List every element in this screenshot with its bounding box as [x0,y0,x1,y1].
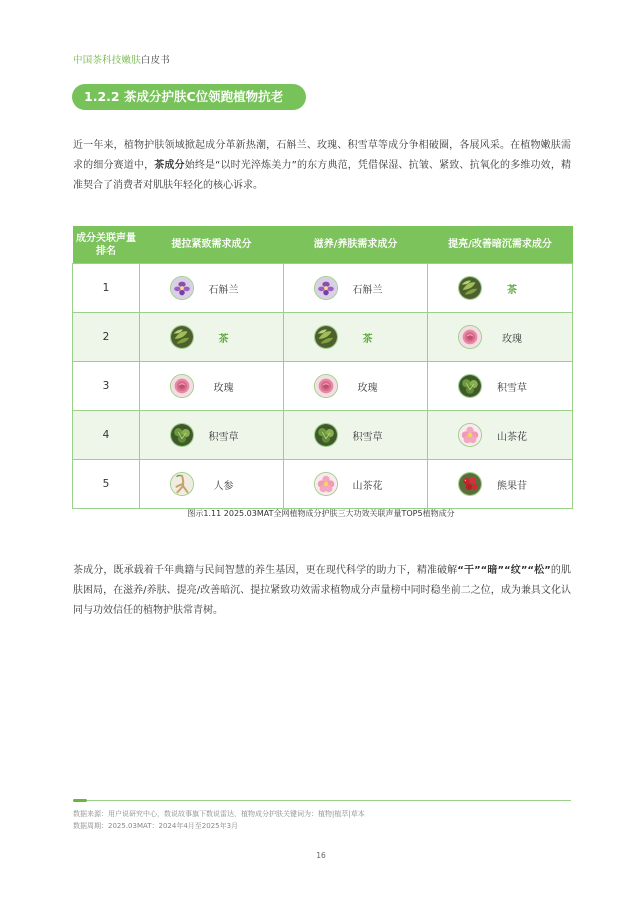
ingredient-entry [285,325,426,349]
ingredient-cell [428,264,573,313]
dendrobium-icon [170,276,194,300]
tea-leaf-icon [170,325,194,349]
ingredient-entry [429,276,571,300]
ingredient-cell [428,313,573,362]
bearberry-icon [458,472,482,496]
ingredient-cell [140,411,284,460]
ingredient-entry [141,472,282,496]
ingredient-entry [141,423,282,447]
camellia-icon [458,423,482,447]
ingredient-cell [140,264,284,313]
footer-divider [73,800,571,801]
ingredient-entry [285,423,426,447]
header-col2: 滋养/养肤需求成分 [284,226,428,264]
ingredient-entry [285,374,426,398]
closing-text-1: 茶成分，既承载着千年典籍与民间智慧的养生基因，更在现代科学的助力下，精准破解 [73,565,458,576]
camellia-icon [314,472,338,496]
closing-paragraph [73,561,571,621]
footer-line-source: 数据来源：用户说研究中心，数说故事旗下数说雷达，植物成分护肤关键词为：植物|植萃|草本 [73,810,365,818]
ingredient-entry [141,374,282,398]
rank-cell: 4 [73,411,140,460]
dendrobium-icon [314,276,338,300]
ingredient-cell [428,460,573,509]
ingredient-cell [284,411,428,460]
rank-cell: 2 [73,313,140,362]
section-title: 1.2.2 茶成分护肤C位领跑植物抗老 [72,84,306,110]
ingredient-entry [429,374,571,398]
ingredient-name: 石斛兰 [208,284,239,296]
tea-leaf-icon [458,276,482,300]
ingredient-cell [284,313,428,362]
table-row [73,264,573,313]
ingredient-entry [429,423,571,447]
document-header [73,52,170,66]
header-rank: 成分关联声量排名 [73,226,140,264]
ingredient-name: 玫瑰 [357,382,378,394]
footer-divider-accent [73,799,87,802]
table-body [73,264,573,509]
rose-icon [314,374,338,398]
ingredient-entry [429,472,571,496]
ingredient-entry [285,276,426,300]
table-row [73,313,573,362]
ingredient-name: 人参 [213,480,234,492]
intro-paragraph [73,136,571,196]
ingredient-name: 积雪草 [497,382,527,394]
header-col3: 提亮/改善暗沉需求成分 [428,226,573,264]
page-number: 16 [316,851,326,860]
ingredient-name: 山茶花 [352,480,383,492]
table-row [73,411,573,460]
ingredient-cell [284,460,428,509]
ingredient-cell [140,460,284,509]
ingredient-name: 熊果苷 [497,480,527,492]
figure-caption: 图示1.11 2025.03MAT全网植物成分护肤三大功效关联声量TOP5植物成分 [187,509,455,518]
ingredient-entry [285,472,426,496]
intro-text-2: 始终是“以时光淬炼美力”的东方典范，凭借保湿、抗皱、紧致、抗氧化的多维功效，精准契合了消费者对肌肤年轻化的核心诉求。 [73,160,571,191]
ingredient-cell [428,411,573,460]
ingredient-name: 积雪草 [352,431,383,443]
rose-icon [458,325,482,349]
ingredient-name: 积雪草 [208,431,239,443]
footer-source [73,808,365,832]
ingredient-name: 玫瑰 [213,382,234,394]
intro-bold: 茶成分 [154,160,185,171]
ingredient-name: 茶 [362,333,373,345]
ingredient-name: 茶 [218,333,229,345]
ingredient-cell [140,313,284,362]
centella-icon [314,423,338,447]
ingredient-cell [284,362,428,411]
ingredient-name: 山茶花 [497,431,527,443]
intro-text-1: 近一年来，植物护肤领域掀起成分革新热潮，石斛兰、玫瑰、积雪草等成分争相破圈，各展风采。在植物嫩肤需求的细分赛道中， [73,140,571,171]
header-accent: 中国茶科技嫩肤 [73,55,141,66]
ingredient-entry [141,325,282,349]
ingredient-cell [428,362,573,411]
table-header-row [73,226,573,264]
table-row [73,460,573,509]
ingredient-entry [141,276,282,300]
ingredient-entry [429,325,571,349]
footer-line-period: 数据周期：2025.03MAT：2024年4月至2025年3月 [73,822,239,830]
ingredient-name: 茶 [507,284,517,296]
rank-cell: 3 [73,362,140,411]
tea-leaf-icon [314,325,338,349]
closing-text-2: 的肌肤困局，在滋养/养肤、提亮/改善暗沉、提拉紧致功效需求植物成分声量榜中同时稳坐前二之位，成为兼具文化认同与功效信任的植物护肤常青树。 [73,565,572,616]
ingredient-ranking-table [72,226,573,509]
centella-icon [458,374,482,398]
ginseng-icon [170,472,194,496]
closing-bold: “干”“暗”“纹”“松” [457,565,551,576]
header-col1: 提拉紧致需求成分 [140,226,284,264]
header-plain: 白皮书 [140,55,171,66]
table-row [73,362,573,411]
ingredient-cell [284,264,428,313]
rose-icon [170,374,194,398]
rank-cell: 5 [73,460,140,509]
centella-icon [170,423,194,447]
rank-cell: 1 [73,264,140,313]
ingredient-name: 玫瑰 [502,333,522,345]
ingredient-name: 石斛兰 [352,284,383,296]
ingredient-cell [140,362,284,411]
